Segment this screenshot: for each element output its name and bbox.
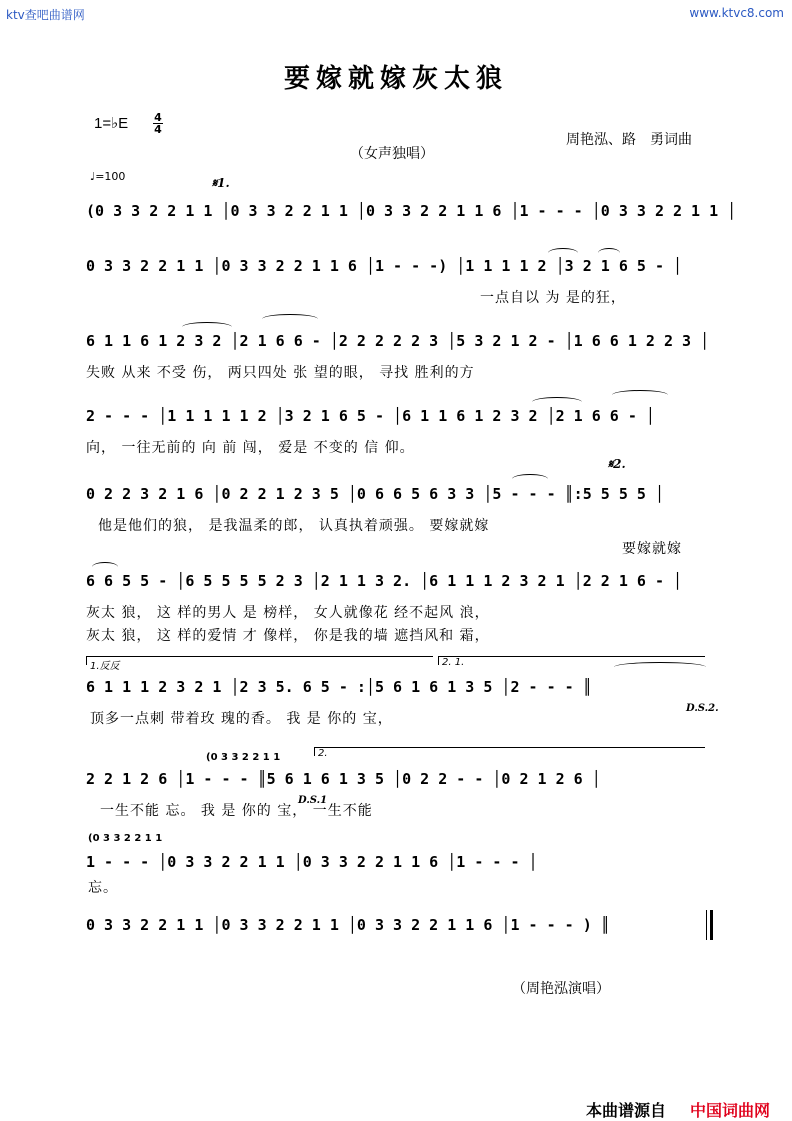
performance-note: （女声独唱） <box>350 146 434 162</box>
song-title: 要嫁就嫁灰太狼 <box>283 64 508 94</box>
ending-1-bracket <box>86 656 433 665</box>
tie <box>182 322 232 332</box>
ending-2-label: 2. 1. <box>442 657 465 668</box>
tie <box>614 662 706 672</box>
segno-1: 𝄋1. <box>212 176 230 190</box>
notation-row-3: 6 1 1 6 1 2 3 2 │2 1 6 6 - │2 2 2 2 2 3 │5 3 2 1 2 - │1 6 6 1 2 2 3 │ <box>86 332 710 350</box>
source-site[interactable]: 中国词曲网 <box>690 1101 771 1120</box>
lyrics-row-8: 一生不能 忘。 我 是 你的 宝， 一生不能 <box>100 803 373 819</box>
time-bottom: 4 <box>154 123 162 136</box>
tie <box>612 390 668 400</box>
tie <box>92 562 118 572</box>
tie <box>598 248 620 258</box>
ending-b-bracket <box>314 747 705 756</box>
key-signature: 1=♭E <box>94 115 129 132</box>
notation-row-8: 2 2 1 2 6 │1 - - - ║5 6 1 6 1 3 5 │0 2 2 - - │0 2 1 2 6 │ <box>86 770 601 788</box>
lyrics-row-9: 忘。 <box>88 880 118 896</box>
lyrics-row-3: 失败 从来 不受 伤， 两只四处 张 望的眼， 寻找 胜利的方 <box>86 365 475 381</box>
segno-2: 𝄋2. <box>608 457 626 471</box>
lyrics-row-5: 他是他们的狼， 是我温柔的郎， 认真执着顽强。 要嫁就嫁 <box>98 518 490 534</box>
watermark-left: ktv查吧曲谱网 <box>6 8 85 22</box>
credits: 周艳泓、路 勇词曲 <box>566 132 692 148</box>
time-top: 4 <box>154 111 162 124</box>
ending-b-label: 2. <box>318 748 328 759</box>
small-intro-a: (0 3 3 2 2 1 1 <box>206 752 281 763</box>
tempo: ♩=100 <box>90 170 126 183</box>
notation-row-5: 0 2 2 3 2 1 6 │0 2 2 1 2 3 5 │0 6 6 5 6 3 3 │5 - - - ║:5 5 5 5 │ <box>86 485 664 503</box>
notation-row-10: 0 3 3 2 2 1 1 │0 3 3 2 2 1 1 │0 3 3 2 2 1 1 6 │1 - - - ) ║ <box>86 916 610 934</box>
source-label: 本曲谱源自 <box>586 1101 667 1120</box>
tie <box>262 314 318 324</box>
lyrics-row-2: 一点自以 为 是的狂， <box>480 290 626 306</box>
tie <box>532 397 582 407</box>
watermark-right: www.ktvc8.com <box>689 6 784 20</box>
ending-1-label: 1.反反 <box>90 661 120 672</box>
notation-row-9: 1 - - - │0 3 3 2 2 1 1 │0 3 3 2 2 1 1 6 │1 - - - │ <box>86 853 538 871</box>
tie <box>548 248 578 258</box>
notation-row-4: 2 - - - │1 1 1 1 1 2 │3 2 1 6 5 - │6 1 1 6 1 2 3 2 │2 1 6 6 - │ <box>86 407 655 425</box>
lyrics-row-7: 顶多一点刺 带着玫 瑰的香。 我 是 你的 宝， <box>90 711 393 727</box>
time-signature-line <box>153 123 163 124</box>
ds2-mark: D.S.2. <box>686 703 719 714</box>
lyrics-row-6: 灰太 狼， 这 样的男人 是 榜样， 女人就像花 经不起风 浪， <box>86 605 490 621</box>
time-signature <box>152 112 164 136</box>
final-barline <box>706 910 713 940</box>
lyrics-row-6b: 灰太 狼， 这 样的爱情 才 像样， 你是我的墙 遮挡风和 霜， <box>86 628 490 644</box>
small-intro-b: (0 3 3 2 2 1 1 <box>88 833 163 844</box>
notation-row-7: 6 1 1 1 2 3 2 1 │2 3 5. 6 5 - :│5 6 1 6 1 3 5 │2 - - - ║ <box>86 678 592 696</box>
ds1-mark: D.S.1 <box>298 795 328 806</box>
lyrics-row-4: 向， 一往无前的 向 前 闯， 爱是 不变的 信 仰。 <box>86 440 415 456</box>
notation-row-1: (0 3 3 2 2 1 1 │0 3 3 2 2 1 1 │0 3 3 2 2 1 1 6 │1 - - - │0 3 3 2 2 1 1 │ <box>86 202 737 220</box>
lyrics-row-5b: 要嫁就嫁 <box>622 541 682 557</box>
notation-row-2: 0 3 3 2 2 1 1 │0 3 3 2 2 1 1 6 │1 - - -) │1 1 1 1 2 │3 2 1 6 5 - │ <box>86 257 683 275</box>
tie <box>512 474 548 484</box>
notation-row-6: 6 6 5 5 - │6 5 5 5 5 2 3 │2 1 1 3 2. │6 1 1 1 2 3 2 1 │2 2 1 6 - │ <box>86 572 683 590</box>
singer: （周艳泓演唱） <box>512 981 610 997</box>
